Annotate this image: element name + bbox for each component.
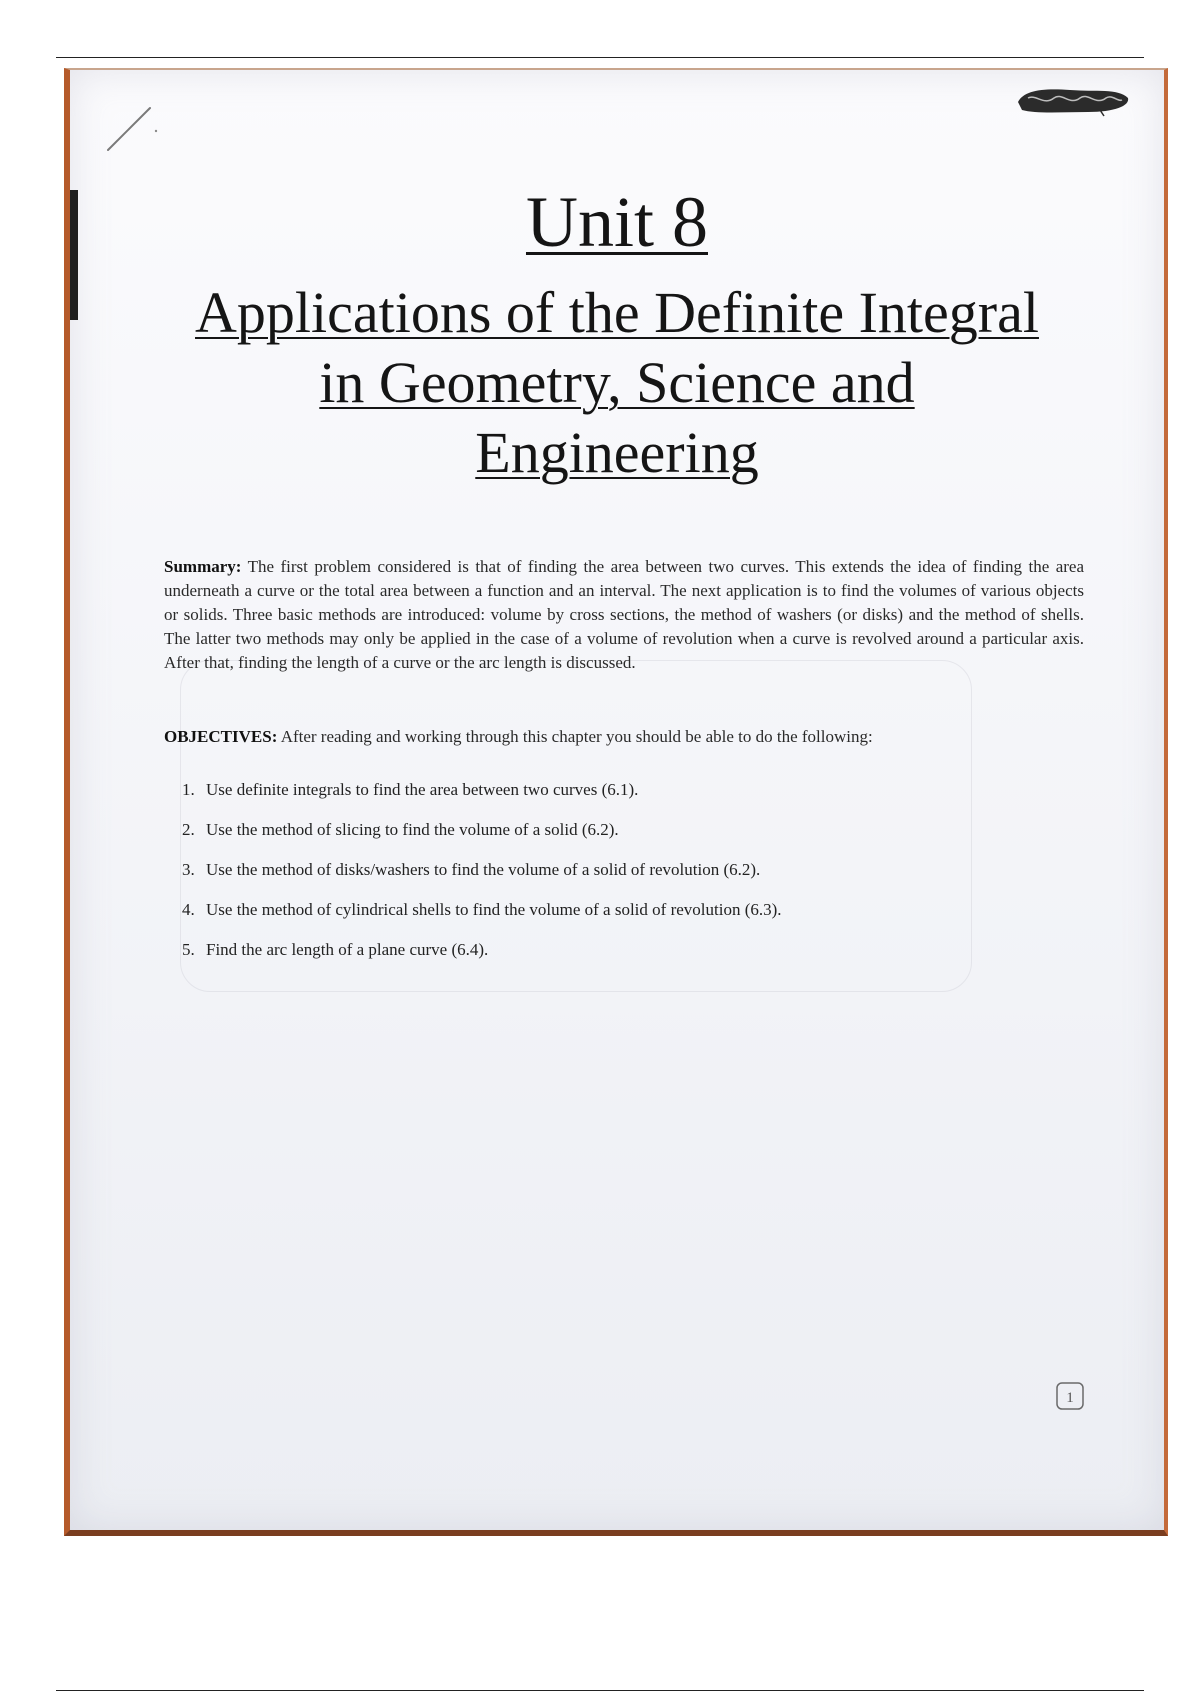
paper-sheet	[64, 68, 1168, 1536]
main-title	[167, 278, 1067, 488]
objectives-intro-text: After reading and working through this chapter you should be able to do the following:	[280, 727, 873, 746]
objective-text: Find the arc length of a plane curve (6.4).	[206, 940, 489, 959]
page-number: 1	[1066, 1390, 1074, 1406]
objective-item	[182, 890, 1062, 930]
objective-number: 4.	[182, 900, 195, 919]
objectives-intro	[164, 725, 1084, 749]
bottom-rule	[56, 1690, 1144, 1691]
main-title-line-1: Applications of the Definite Integral	[195, 280, 1039, 345]
objective-text: Use the method of slicing to find the volume of a solid (6.2).	[206, 820, 619, 839]
unit-title: Unit 8	[525, 182, 708, 262]
objective-item	[182, 810, 1062, 850]
main-title-line-2: in Geometry, Science and	[319, 350, 915, 415]
top-rule	[56, 57, 1144, 58]
objective-text: Use definite integrals to find the area between two curves (6.1).	[206, 780, 639, 799]
pencil-slash-icon	[106, 98, 166, 158]
title-block	[70, 180, 1164, 488]
summary-text: The first problem considered is that of finding the area between two curves. This extends the idea of finding the area underneath a curve or the total area between a function and an interval. The next application is to find the volumes of various objects or solids. Three basic methods are introduced: volume by cross sections, the method of washers (or disks) and the method of shells. The latter two methods may only be applied in the case of a volume of revolution when a curve is revolved around a particular axis. After that, finding the length of a curve or the arc length is discussed.	[164, 557, 1084, 672]
ink-stamp-icon	[1014, 84, 1132, 118]
objectives-list	[182, 770, 1062, 970]
summary-label: Summary:	[164, 557, 242, 576]
main-title-line-3: Engineering	[475, 420, 759, 485]
objective-item	[182, 770, 1062, 810]
objective-item	[182, 930, 1062, 970]
objective-text: Use the method of disks/washers to find the volume of a solid of revolution (6.2).	[206, 860, 761, 879]
objective-number: 5.	[182, 940, 195, 959]
objective-number: 3.	[182, 860, 195, 879]
objective-number: 2.	[182, 820, 195, 839]
objectives-label: OBJECTIVES:	[164, 727, 278, 746]
summary-paragraph	[164, 555, 1084, 675]
objective-item	[182, 850, 1062, 890]
objective-number: 1.	[182, 780, 195, 799]
page-number-icon	[1054, 1380, 1086, 1412]
objective-text: Use the method of cylindrical shells to find the volume of a solid of revolution (6.3).	[206, 900, 782, 919]
